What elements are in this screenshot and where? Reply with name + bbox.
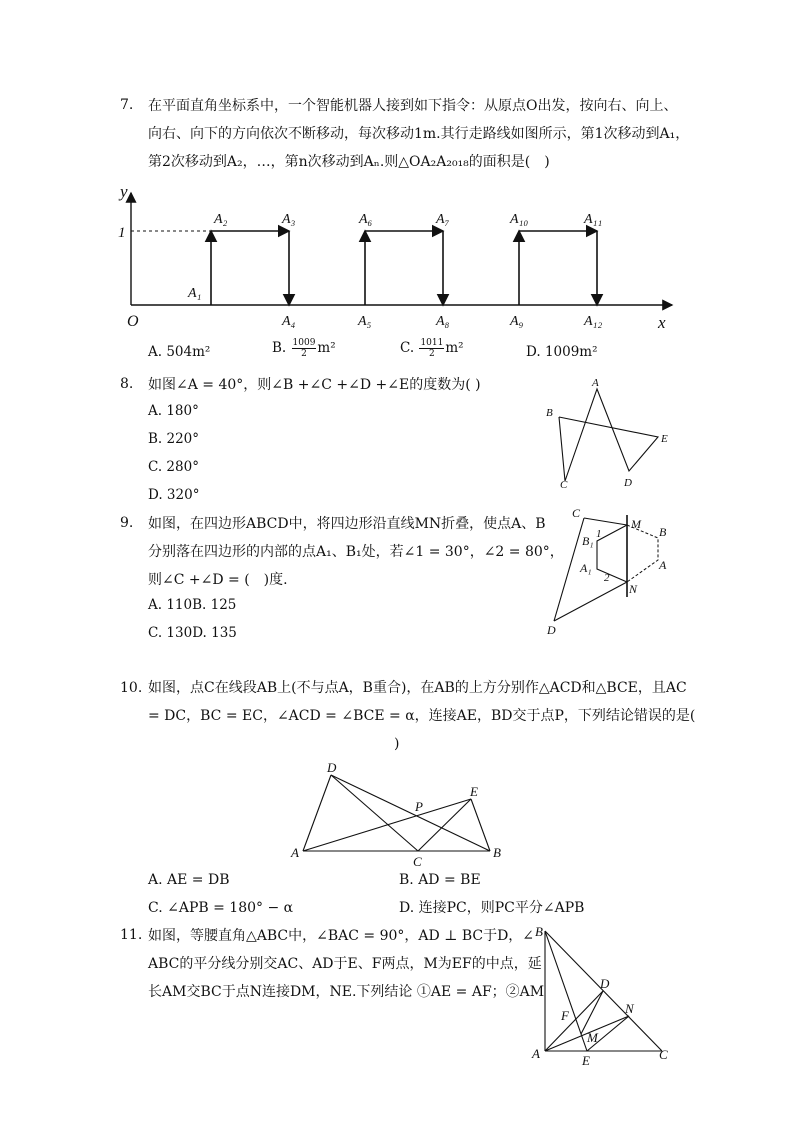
q7-y-label: y	[120, 182, 128, 201]
q9-line3: 则∠C +∠D = ( )度.	[148, 572, 288, 588]
q7-label-a3: A₃	[282, 212, 296, 227]
q10-option-d: D. 连接PC，则PC平分∠APB	[399, 900, 585, 916]
q7-option-b-label: B.	[272, 340, 287, 356]
q7-option-b-fraction	[292, 338, 317, 359]
q8-option-b: B. 220°	[148, 431, 200, 447]
q7-option-c-fraction	[419, 338, 444, 359]
q8-number: 8.	[120, 376, 134, 392]
q8-label-e: E	[661, 433, 668, 445]
q7-x-label: x	[658, 313, 666, 332]
q7-number: 7.	[120, 97, 134, 113]
q11-number: 11.	[120, 927, 143, 943]
q11-line3: 长AM交BC于点N连接DM，NE.下列结论 ①AE = AF；②AM	[148, 984, 545, 1000]
q11-label-e: E	[582, 1053, 590, 1068]
q9-line2: 分别落在四边形的内部的点A₁、B₁处，若∠1 = 30°，∠2 = 80°，	[148, 544, 564, 560]
q7-figure	[110, 183, 680, 333]
q10-line3: )	[394, 736, 400, 752]
q9-options-row1: A. 110B. 125	[148, 597, 237, 613]
q11-label-f: F	[561, 1008, 569, 1023]
q10-option-c: C. ∠APB = 180° − α	[148, 900, 294, 916]
q7-line2: 向右、向下的方向依次不断移动，每次移动1m.其行走路线如图所示，第1次移动到A₁，	[148, 126, 690, 142]
q9-label-n: N	[629, 582, 638, 596]
q11-figure	[525, 920, 685, 1070]
q7-one-label: 1	[118, 225, 126, 241]
q7-option-c-num: 1011	[420, 338, 444, 348]
q9-figure	[540, 505, 690, 640]
q9-label-d: D	[547, 623, 556, 637]
q7-option-b	[272, 338, 336, 359]
q11-label-n: N	[625, 1001, 634, 1016]
q8-option-c: C. 280°	[148, 459, 199, 475]
q9-line1: 如图，在四边形ABCD中，将四边形沿直线MN折叠，使点A、B	[148, 516, 546, 532]
q7-label-a1: A₁	[188, 286, 202, 301]
q7-option-c	[400, 338, 464, 359]
q7-option-c-label: C.	[400, 340, 415, 356]
q10-number: 10.	[120, 680, 143, 696]
q9-label-m: M	[631, 517, 641, 531]
q7-line1: 在平面直角坐标系中，一个智能机器人接到如下指令：从原点O出发，按向右、向上、	[148, 98, 678, 114]
q7-label-a8: A₈	[436, 314, 450, 329]
q9-label-b1: B₁	[582, 534, 594, 548]
q10-label-b: B	[493, 845, 501, 860]
q8-figure	[540, 375, 680, 490]
q7-option-c-unit: m²	[445, 340, 464, 356]
q8-label-a: A	[592, 377, 599, 389]
q10-label-c: C	[413, 854, 422, 869]
q7-origin-label: O	[127, 313, 139, 330]
q7-label-a11: A₁₁	[584, 212, 603, 227]
q10-line2: = DC，BC = EC，∠ACD = ∠BCE = α，连接AE，BD交于点P，下列结论错误的是(	[148, 708, 696, 724]
q10-label-d: D	[327, 760, 337, 775]
q7-option-a-label: A.	[148, 344, 163, 360]
q7-option-a	[148, 344, 210, 360]
q7-label-a12: A₁₂	[584, 314, 603, 329]
q11-label-a: A	[532, 1046, 540, 1061]
q10-option-b: B. AD = BE	[399, 872, 481, 888]
q7-label-a7: A₇	[436, 212, 450, 227]
q10-label-p: P	[415, 799, 423, 814]
q7-option-d-label: D.	[526, 344, 541, 360]
q11-label-c: C	[659, 1047, 668, 1062]
q7-label-a6: A₆	[359, 212, 373, 227]
q7-label-a9: A₉	[510, 314, 524, 329]
q7-option-d	[526, 344, 598, 360]
q9-options-row2: C. 130D. 135	[148, 625, 237, 641]
q10-figure	[285, 760, 515, 870]
q8-label-d: D	[624, 477, 632, 489]
q8-label-b: B	[546, 407, 553, 419]
q8-option-a: A. 180°	[148, 403, 199, 419]
q7-option-b-den: 2	[301, 349, 307, 359]
q9-number: 9.	[120, 515, 134, 531]
q7-line3: 第2次移动到A₂，…，第n次移动到Aₙ.则△OA₂A₂₀₁₈的面积是( )	[148, 154, 550, 170]
q7-option-b-unit: m²	[317, 340, 336, 356]
q11-line2: ABC的平分线分别交AC、AD于E、F两点，M为EF的中点，延	[148, 956, 542, 972]
q9-label-b: B	[659, 525, 667, 539]
q10-line1: 如图，点C在线段AB上(不与点A，B重合)，在AB的上方分别作△ACD和△BCE，且AC	[148, 680, 687, 696]
q10-label-a: A	[291, 845, 299, 860]
q7-option-b-num: 1009	[292, 338, 316, 348]
q8-stem: 如图∠A = 40°，则∠B +∠C +∠D +∠E的度数为( )	[148, 377, 481, 393]
q8-option-d: D. 320°	[148, 487, 200, 503]
q7-option-c-den: 2	[429, 349, 435, 359]
q7-option-d-value: 1009m²	[544, 344, 598, 360]
q10-label-e: E	[470, 784, 478, 799]
q7-label-a2: A₂	[214, 212, 228, 227]
q9-label-c: C	[572, 506, 581, 520]
q9-label-angle1: 1	[596, 528, 602, 540]
q9-label-a1: A₁	[580, 561, 592, 575]
q7-label-a4: A₄	[282, 314, 296, 329]
q9-label-a: A	[659, 558, 667, 572]
q11-label-d: D	[600, 976, 610, 991]
q8-label-c: C	[560, 479, 568, 491]
q11-line1: 如图，等腰直角△ABC中，∠BAC = 90°，AD ⊥ BC于D，∠	[148, 928, 535, 944]
q7-label-a10: A₁₀	[510, 212, 529, 227]
q11-label-m: M	[587, 1030, 598, 1045]
q10-option-a: A. AE = DB	[148, 872, 230, 888]
q7-option-a-value: 504m²	[166, 344, 211, 360]
q11-label-b: B	[535, 924, 543, 939]
q7-label-a5: A₅	[358, 314, 372, 329]
q9-label-angle2: 2	[604, 572, 610, 584]
